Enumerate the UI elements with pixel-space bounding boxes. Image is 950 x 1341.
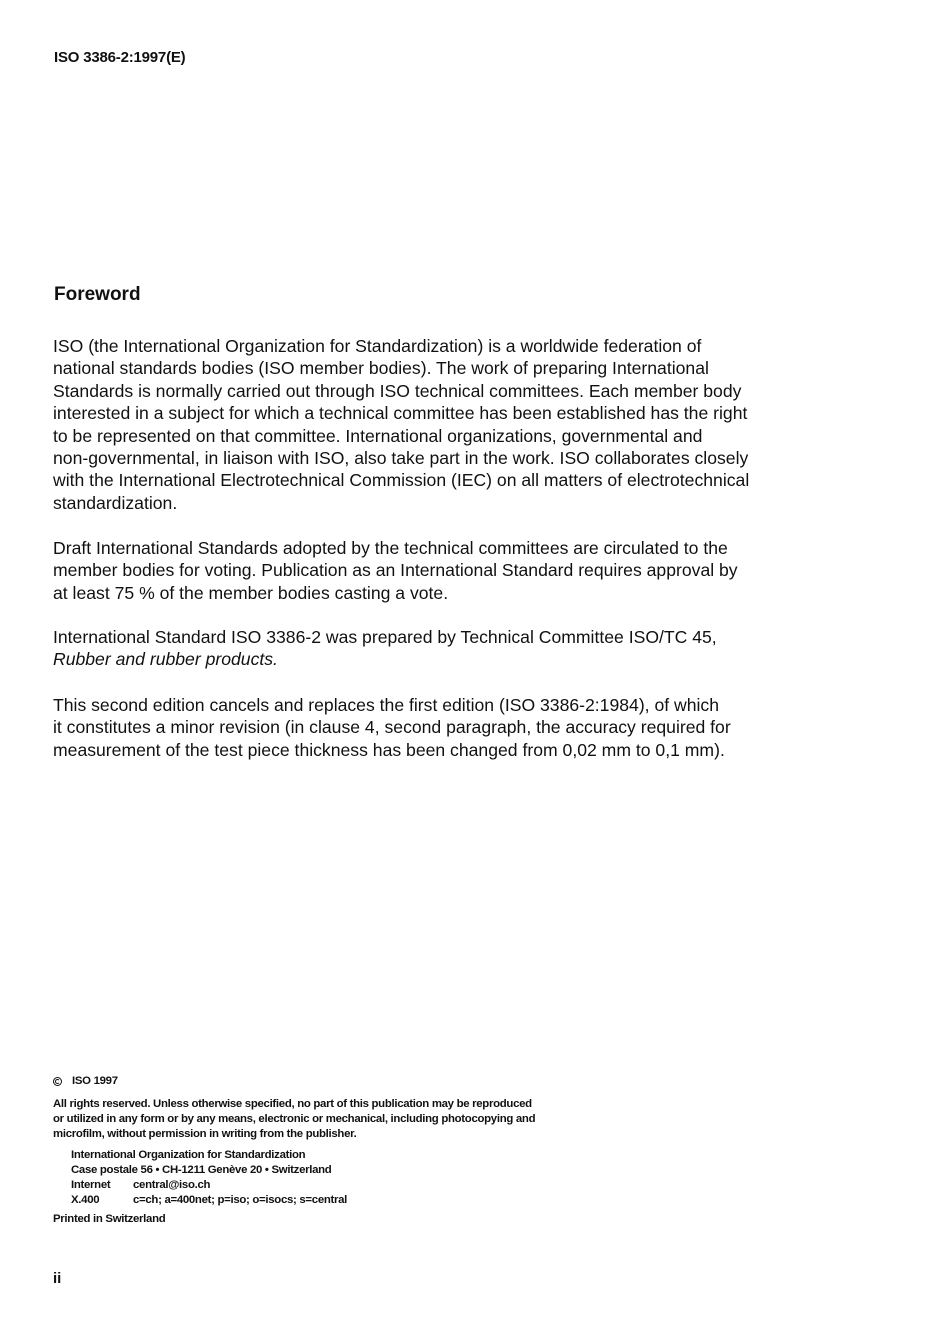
- paragraph-line: non-governmental, in liaison with ISO, also take part in the work. ISO collaborates closely: [53, 448, 749, 469]
- paragraph-line: standardization.: [53, 492, 178, 513]
- paragraph-line: Draft International Standards adopted by the technical committees are circulated to the: [53, 538, 728, 558]
- rights-statement: [53, 1097, 653, 1142]
- paragraph-line: national standards bodies (ISO member bodies). The work of preparing International: [53, 358, 709, 379]
- x400-label: X.400: [71, 1194, 100, 1206]
- foreword-title: Foreword: [54, 284, 141, 305]
- paragraph-line: measurement of the test piece thickness has been changed from 0,02 mm to 0,1 mm).: [53, 739, 725, 760]
- address-internet: [71, 1178, 653, 1193]
- committee-title: Rubber and rubber products.: [53, 649, 278, 670]
- publisher-address: [53, 1148, 653, 1208]
- x400-value: c=ch; a=400net; p=iso; o=isocs; s=central: [133, 1194, 348, 1206]
- page-number: ii: [53, 1270, 62, 1287]
- rights-line: or utilized in any form or by any means, electronic or mechanical, including photocopying and: [53, 1113, 536, 1125]
- copyright-notice: [53, 1074, 653, 1089]
- copyright-block: [53, 1074, 653, 1227]
- foreword-paragraph-1: [53, 335, 843, 514]
- paragraph-line: it constitutes a minor revision (in clause 4, second paragraph, the accuracy required for: [53, 717, 731, 738]
- document-id: ISO 3386-2:1997(E): [54, 49, 186, 66]
- foreword-paragraph-2: [53, 537, 843, 604]
- copyright-icon: [53, 1077, 62, 1086]
- paragraph-line: interested in a subject for which a technical committee has been established has the right: [53, 403, 748, 424]
- paragraph-line: ISO (the International Organization for Standardization) is a worldwide federation of: [53, 336, 702, 356]
- copyright-year: ISO 1997: [72, 1075, 118, 1087]
- paragraph-line: International Standard ISO 3386-2 was prepared by Technical Committee ISO/TC 45,: [53, 627, 717, 647]
- paragraph-line: This second edition cancels and replaces the first edition (ISO 3386-2:1984), of which: [53, 695, 720, 715]
- address-postal: Case postale 56 • CH-1211 Genève 20 • Switzerland: [71, 1164, 332, 1176]
- rights-line: microfilm, without permission in writing from the publisher.: [53, 1128, 357, 1140]
- paragraph-line: to be represented on that committee. International organizations, governmental and: [53, 425, 703, 446]
- rights-line: All rights reserved. Unless otherwise specified, no part of this publication may be reproduced: [53, 1098, 532, 1110]
- paragraph-line: at least 75 % of the member bodies casting a vote.: [53, 582, 449, 603]
- foreword-paragraph-3: [53, 626, 843, 671]
- paragraph-line: with the International Electrotechnical Commission (IEC) on all matters of electrotechnical: [53, 470, 750, 491]
- internet-email: central@iso.ch: [133, 1179, 211, 1191]
- printed-location: Printed in Switzerland: [53, 1213, 166, 1225]
- paragraph-line: member bodies for voting. Publication as an International Standard requires approval by: [53, 560, 738, 581]
- address-org: International Organization for Standardization: [71, 1149, 306, 1161]
- internet-label: Internet: [71, 1179, 111, 1191]
- address-x400: [71, 1193, 653, 1208]
- foreword-paragraph-4: [53, 694, 843, 761]
- paragraph-line: Standards is normally carried out through ISO technical committees. Each member body: [53, 380, 742, 401]
